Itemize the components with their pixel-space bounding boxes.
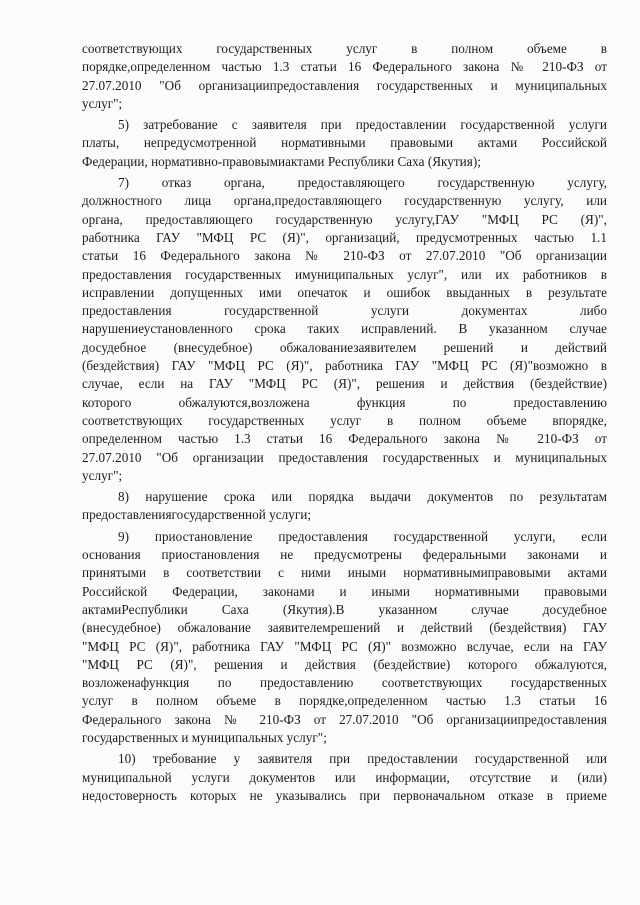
text-line: которого обжалуются,возложена функция по предоставлению [82,394,607,410]
text-line: государственных и муниципальных услуг"; [82,729,327,745]
paragraph [82,40,607,113]
text-line: возложенафункция по предоставлению соответствующих государственных [82,675,607,691]
text-line: Федерального закона № 210-ФЗ от 27.07.2010 "Об организациипредоставления [82,711,607,727]
text-line: предоставления государственной услуги документах либо [82,303,607,319]
text-line: должностного лица органа,предоставляющего государственную услугу, или [82,193,607,209]
text-line: платы, непредусмотренной нормативными правовыми актами Российской [82,135,607,151]
paragraph [82,174,607,485]
text-line: Федерации, нормативно-правовымиактами Республики Саха (Якутия); [82,153,481,169]
text-line: 27.07.2010 "Об организации предоставления государственных и муниципальных [82,449,607,465]
text-line: нарушениеустановленного срока таких исправлений. В указанном случае [82,321,607,337]
text-line: органа, предоставляющего государственную услугу,ГАУ "МФЦ РС (Я)", [82,211,607,227]
text-line: принятыми в соответствии с ними иными нормативнымиправовыми актами [82,565,607,581]
text-line: 10) требование у заявителя при предоставлении государственной или [118,751,607,767]
paragraph [82,528,607,748]
paragraph [82,750,607,805]
text-line: услуг"; [82,95,123,111]
text-line: основания приостановления не предусмотрены федеральными законами и [82,547,607,563]
text-line: актамиРеспублики Саха (Якутия).В указанном случае досудебное [82,601,607,617]
text-line: недостоверность которых не указывались при первоначальном отказе в приеме [82,787,607,803]
text-line: исправлении допущенных ими опечаток и ошибок ввыданных в результате [82,284,607,300]
text-line: соответствующих государственных услуг в полном объеме впорядке, [82,412,607,428]
text-line: досудебное (внесудебное) обжалованиезаявителем решений и действий [82,339,607,355]
text-line: 7) отказ органа, предоставляющего государственную услугу, [118,175,607,191]
paragraph [82,116,607,171]
text-line: предоставлениягосударственной услуги; [82,507,312,523]
text-line: статьи 16 Федерального закона № 210-ФЗ от 27.07.2010 "Об организации [82,248,607,264]
text-line: предоставления государственных имуниципальных услуг", или их работников в [82,266,607,282]
text-line: услуг"; [82,467,123,483]
text-line: (внесудебное) обжалование заявителемрешений и действий (бездействия) ГАУ [82,620,607,636]
text-line: случае, если на ГАУ "МФЦ РС (Я)", решения и действия (бездействие) [82,376,607,392]
text-line: 27.07.2010 "Об организациипредоставления государственных и муниципальных [82,77,607,93]
text-line: 9) приостановление предоставления государственной услуги, если [118,528,607,544]
text-line: "МФЦ РС (Я)", работника ГАУ "МФЦ РС (Я)" возможно вслучае, если на ГАУ [82,638,607,654]
text-line: работника ГАУ "МФЦ РС (Я)", организаций, предусмотренных частью 1.1 [82,229,607,245]
text-line: (бездействия) ГАУ "МФЦ РС (Я)", работника ГАУ "МФЦ РС (Я)"возможно в [82,358,607,374]
text-line: определенном частью 1.3 статьи 16 Федерального закона № 210-ФЗ от [82,431,607,447]
text-line: Российской Федерации, законами и иными нормативными правовыми [82,583,607,599]
text-line: муниципальной услуги документов или информации, отсутствие и (или) [82,769,607,785]
text-line: 5) затребование с заявителя при предоставлении государственной услуги [118,117,607,133]
text-line: 8) нарушение срока или порядка выдачи документов по результатам [118,489,607,505]
text-line: "МФЦ РС (Я)", решения и действия (бездействие) которого обжалуются, [82,656,607,672]
text-line: соответствующих государственных услуг в полном объеме в [82,41,607,56]
text-line: услуг в полном объеме в порядке,определенном частью 1.3 статьи 16 [82,693,607,709]
text-line: порядке,определенном частью 1.3 статьи 16 Федерального закона № 210-ФЗ от [82,59,607,75]
paragraph [82,488,607,525]
